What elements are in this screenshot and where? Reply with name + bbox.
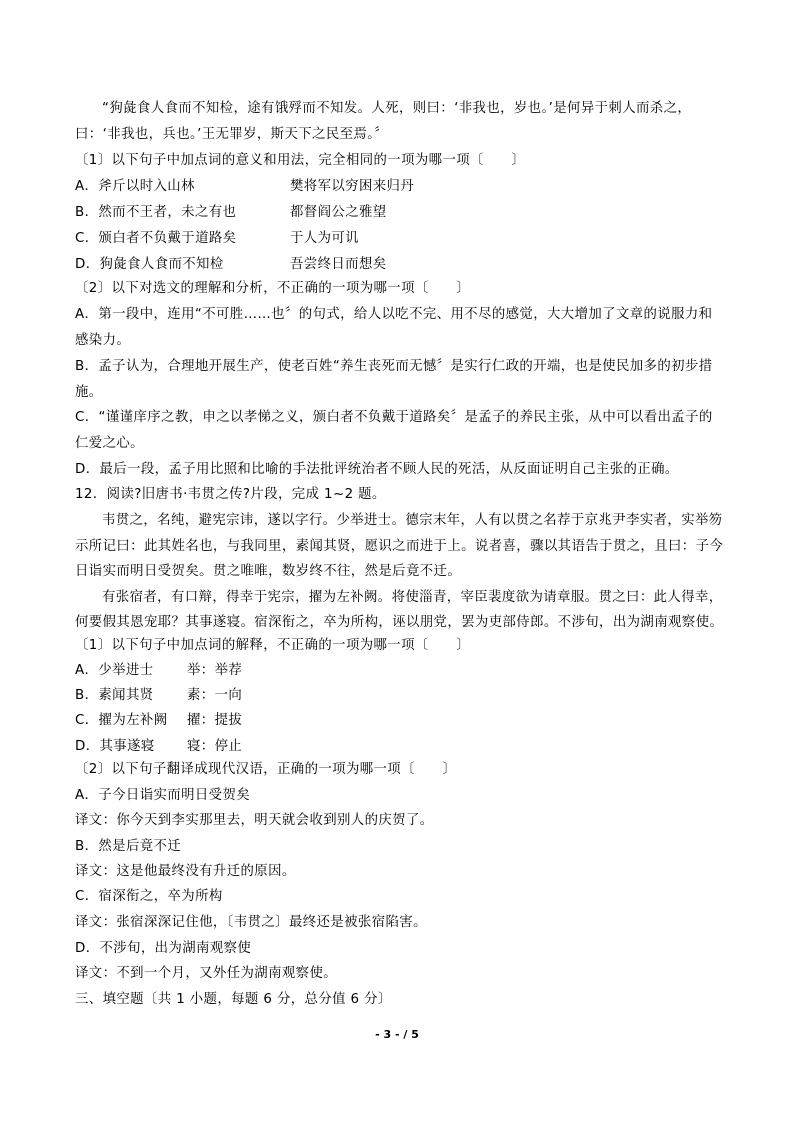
passage-line: 示所记曰：此其姓名也，与我同里，素闻其贤，愿识之而进于上。说者喜，骤以其语告于贯之，且曰：子今 [75,539,724,554]
option-line: 施。 [75,385,103,400]
question-stem: 〔2〕以下句子翻译成现代汉语，正确的一项为哪一项〔 〕 [75,762,457,777]
passage-line: 何要假其恩宠耶？其事遂寝。宿深衔之，卒为所构，诬以朋党，罢为吏部侍郎。不涉旬，出为湖南观察使。 [75,615,724,630]
option-line: 感染力。 [75,333,131,348]
choice-right: 举：举荐 [187,663,243,678]
choice-right: 吾尝终日而想矣 [290,257,387,272]
option-line: B．然是后竟不迁 [75,839,182,854]
choice-left: D．其事遂寝 [75,739,155,754]
section-heading: 三、填空题〔共 1 小题，每题 6 分，总分值 6 分〕 [75,992,392,1007]
option-line: C．“谨谨庠序之教，申之以孝悌之义，颁白者不负戴于道路矣〞是孟子的养民主张，从中可以看出孟子的 [75,410,713,425]
option-line: A．子今日诣实而明日受贺矣 [75,788,251,803]
page-number: - 3 - / 5 [375,1028,419,1041]
choice-left: B．然而不王者，未之有也 [75,205,237,220]
passage-line: 日诣实而明日受贺矣。贯之唯唯，数岁终不往，然是后竟不迁。 [75,564,462,579]
choice-left: A．少举进士 [75,663,154,678]
choice-left: A．斧斤以时入山林 [75,179,195,194]
option-line: D．最后一段，孟子用比照和比喻的手法批评统治者不顾人民的死活，从反面证明自己主张的正确。 [75,462,679,477]
choice-right: 素：一向 [187,688,243,703]
translation-line: 译文：你今天到李实那里去，明天就会收到别人的庆贺了。 [75,813,434,828]
choice-left: D．狗彘食人食而不知检 [75,257,224,272]
choice-left: C．擢为左补阙 [75,713,168,728]
translation-line: 译文：这是他最终没有升迁的原因。 [75,864,296,879]
choice-left: C．颁白者不负戴于道路矣 [75,231,237,246]
option-line: B．孟子认为，合理地开展生产，使老百姓“养生丧死而无憾〞是实行仁政的开端，也是使民加多的初步措 [75,359,713,374]
choice-right: 擢：提拔 [187,713,243,728]
passage-line: 韦贯之，名纯，避宪宗讳，遂以字行。少举进士。德宗末年，人有以贯之名荐于京兆尹李实者，实举笏 [102,513,723,528]
choice-right: 于人为可讥 [290,231,359,246]
translation-line: 译文：不到一个月，又外任为湖南观察使。 [75,966,338,981]
passage-line: 有张宿者，有口辩，得幸于宪宗，擢为左补阙。将使淄青，宰臣裴度欲为请章服。贯之曰：此人得幸， [102,590,723,605]
option-line: C．宿深衔之，卒为所构 [75,889,223,904]
choice-right: 都督阎公之雅望 [290,205,387,220]
passage-line: 曰：‘非我也，兵也。’王无罪岁，斯天下之民至焉。〞 [75,127,389,142]
section-heading: 12．阅读?旧唐书·韦贯之传?片段，完成 1~2 题。 [75,487,386,502]
option-line: D．不涉旬，出为湖南观察使 [75,941,252,956]
choice-right: 寝：停止 [187,739,243,754]
option-line: 仁爱之心。 [75,436,144,451]
question-stem: 〔2〕以下对选文的理解和分析，不正确的一项为哪一项〔 〕 [75,281,471,296]
passage-line: “狗彘食人食而不知检，途有饿殍而不知发。人死，则曰：‘非我也，岁也。’是何异于刺人而杀之， [102,101,692,116]
choice-right: 樊将军以穷困来归丹 [290,179,415,194]
question-stem: 〔1〕以下句子中加点词的解释，不正确的一项为哪一项〔 〕 [75,638,471,653]
option-line: A．第一段中，连用“不可胜……也〞的句式，给人以吃不完、用不尽的感觉，大大增加了文章的说服力和 [75,307,713,322]
question-stem: 〔1〕以下句子中加点词的意义和用法，完全相同的一项为哪一项〔 〕 [75,153,526,168]
translation-line: 译文：张宿深深记住他，〔韦贯之〕最终还是被张宿陷害。 [75,915,427,930]
choice-left: B．素闻其贤 [75,688,154,703]
